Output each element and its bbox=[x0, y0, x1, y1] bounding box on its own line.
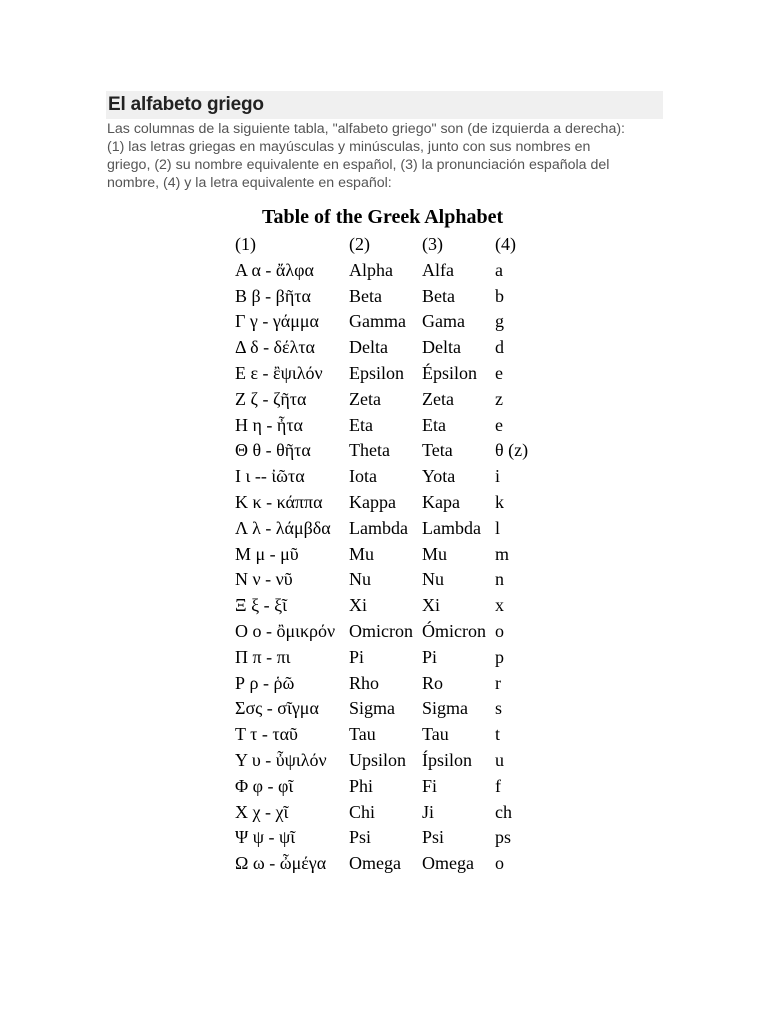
english-name-cell: Beta bbox=[349, 285, 382, 306]
english-name-cell: Delta bbox=[349, 337, 388, 358]
equivalent-letter-cell: θ (z) bbox=[495, 440, 529, 461]
greek-letter-cell: Π π - πι bbox=[235, 646, 291, 667]
greek-letter-cell: Η η - ἦτα bbox=[235, 414, 303, 435]
greek-letter-cell: Ω ω - ὦμέγα bbox=[235, 853, 327, 874]
english-name-cell: Alpha bbox=[349, 259, 393, 280]
spanish-name-cell: Ípsilon bbox=[422, 749, 473, 770]
equivalent-letter-cell: ch bbox=[495, 801, 512, 822]
spanish-name-cell: Épsilon bbox=[422, 362, 478, 383]
equivalent-letter-cell: e bbox=[495, 362, 503, 383]
spanish-name-cell: Sigma bbox=[422, 698, 469, 719]
equivalent-letter-cell: b bbox=[495, 285, 504, 306]
english-name-cell: Zeta bbox=[349, 388, 381, 409]
spanish-name-cell: Pi bbox=[422, 646, 438, 667]
greek-letter-cell: Φ φ - φῖ bbox=[235, 775, 294, 796]
greek-letter-cell: Λ λ - λάμβδα bbox=[235, 517, 331, 538]
equivalent-letter-cell: m bbox=[495, 543, 510, 564]
equivalent-letter-cell: z bbox=[495, 388, 503, 409]
equivalent-letter-cell: f bbox=[495, 775, 501, 796]
header-cell: (2) bbox=[349, 234, 370, 254]
equivalent-letter-cell: x bbox=[495, 595, 504, 616]
equivalent-letter-cell: s bbox=[495, 698, 503, 719]
greek-letter-cell: Σσς - σῖγμα bbox=[235, 698, 319, 719]
section-header bbox=[106, 91, 663, 119]
english-name-cell: Eta bbox=[349, 414, 373, 435]
greek-letter-cell: Μ μ - μῦ bbox=[235, 543, 299, 564]
equivalent-letter-cell: l bbox=[495, 517, 501, 538]
spanish-name-cell: Yota bbox=[422, 466, 456, 487]
spanish-name-cell: Eta bbox=[422, 414, 446, 435]
spanish-name-cell: Psi bbox=[422, 827, 445, 848]
equivalent-letter-cell: a bbox=[495, 259, 503, 280]
equivalent-letter-cell: d bbox=[495, 337, 504, 358]
english-name-cell: Lambda bbox=[349, 517, 408, 538]
equivalent-letter-cell: r bbox=[495, 672, 501, 693]
equivalent-letter-cell: o bbox=[495, 620, 504, 641]
english-name-cell: Theta bbox=[349, 440, 390, 461]
english-name-cell: Mu bbox=[349, 543, 375, 564]
equivalent-letter-cell: n bbox=[495, 569, 504, 590]
english-name-cell: Gamma bbox=[349, 311, 406, 332]
english-name-cell: Epsilon bbox=[349, 362, 405, 383]
greek-letter-cell: Τ τ - ταῦ bbox=[235, 724, 298, 745]
english-name-cell: Tau bbox=[349, 724, 376, 745]
spanish-name-cell: Tau bbox=[422, 724, 449, 745]
greek-letter-cell: Κ κ - κάππα bbox=[235, 491, 323, 512]
equivalent-letter-cell: e bbox=[495, 414, 503, 435]
greek-letter-cell: Ν ν - νῦ bbox=[235, 569, 293, 590]
equivalent-letter-cell: t bbox=[495, 724, 501, 745]
english-name-cell: Nu bbox=[349, 569, 371, 590]
greek-letter-cell: Υ υ - ὖψιλόν bbox=[235, 749, 327, 770]
greek-letter-cell: Α α - ἄλφα bbox=[235, 259, 314, 280]
spanish-name-cell: Beta bbox=[422, 285, 455, 306]
header-cell: (1) bbox=[235, 234, 256, 254]
greek-letter-cell: Β β - βῆτα bbox=[235, 285, 311, 306]
english-name-cell: Upsilon bbox=[349, 749, 407, 770]
spanish-name-cell: Zeta bbox=[422, 388, 454, 409]
english-name-cell: Omicron bbox=[349, 620, 413, 641]
english-name-cell: Kappa bbox=[349, 491, 396, 512]
english-name-cell: Pi bbox=[349, 646, 365, 667]
intro-line: nombre, (4) y la letra equivalente en español: bbox=[107, 175, 392, 191]
spanish-name-cell: Nu bbox=[422, 569, 444, 590]
spanish-name-cell: Fi bbox=[422, 775, 438, 796]
greek-letter-cell: Γ γ - γάμμα bbox=[235, 311, 319, 332]
header-cell: (4) bbox=[495, 234, 516, 254]
english-name-cell: Phi bbox=[349, 775, 374, 796]
spanish-name-cell: Ro bbox=[422, 672, 444, 693]
english-name-cell: Omega bbox=[349, 853, 401, 874]
english-name-cell: Psi bbox=[349, 827, 372, 848]
greek-letter-cell: Θ θ - θῆτα bbox=[235, 440, 311, 461]
greek-letter-cell: Ι ι -- ἰῶτα bbox=[235, 466, 305, 487]
spanish-name-cell: Ómicron bbox=[422, 620, 486, 641]
spanish-name-cell: Teta bbox=[422, 440, 453, 461]
equivalent-letter-cell: k bbox=[495, 491, 504, 512]
greek-letter-cell: Δ δ - δέλτα bbox=[235, 337, 315, 358]
spanish-name-cell: Gama bbox=[422, 311, 465, 332]
greek-letter-cell: Ε ε - ἒψιλόν bbox=[235, 362, 323, 383]
greek-letter-cell: Χ χ - χῖ bbox=[235, 801, 289, 822]
header-cell: (3) bbox=[422, 234, 443, 254]
greek-letter-cell: Ρ ρ - ῥῶ bbox=[235, 672, 295, 693]
equivalent-letter-cell: g bbox=[495, 311, 504, 332]
english-name-cell: Sigma bbox=[349, 698, 396, 719]
english-name-cell: Iota bbox=[349, 466, 377, 487]
greek-letter-cell: Ζ ζ - ζῆτα bbox=[235, 388, 307, 409]
english-name-cell: Chi bbox=[349, 801, 376, 822]
spanish-name-cell: Kapa bbox=[422, 491, 460, 512]
table-title: Table of the Greek Alphabet bbox=[262, 206, 504, 228]
intro-line: Las columnas de la siguiente tabla, "alfabeto griego" son (de izquierda a derecha): bbox=[107, 121, 625, 137]
equivalent-letter-cell: ps bbox=[495, 827, 512, 848]
spanish-name-cell: Lambda bbox=[422, 517, 481, 538]
section-title: El alfabeto griego bbox=[108, 94, 264, 115]
spanish-name-cell: Omega bbox=[422, 853, 474, 874]
spanish-name-cell: Xi bbox=[422, 595, 440, 616]
equivalent-letter-cell: i bbox=[495, 466, 501, 487]
intro-paragraph bbox=[107, 120, 667, 192]
spanish-name-cell: Ji bbox=[422, 801, 435, 822]
spanish-name-cell: Mu bbox=[422, 543, 448, 564]
equivalent-letter-cell: u bbox=[495, 749, 504, 770]
spanish-name-cell: Delta bbox=[422, 337, 461, 358]
english-name-cell: Rho bbox=[349, 672, 380, 693]
greek-letter-cell: Ο ο - ὂμικρόν bbox=[235, 620, 336, 641]
greek-letter-cell: Ξ ξ - ξῖ bbox=[235, 595, 287, 616]
greek-letter-cell: Ψ ψ - ψῖ bbox=[235, 827, 296, 848]
equivalent-letter-cell: p bbox=[495, 646, 504, 667]
intro-line: griego, (2) su nombre equivalente en español, (3) la pronunciación española del bbox=[107, 157, 610, 173]
english-name-cell: Xi bbox=[349, 595, 367, 616]
intro-line: (1) las letras griegas en mayúsculas y minúsculas, junto con sus nombres en bbox=[107, 139, 591, 155]
equivalent-letter-cell: o bbox=[495, 853, 504, 874]
spanish-name-cell: Alfa bbox=[422, 259, 454, 280]
